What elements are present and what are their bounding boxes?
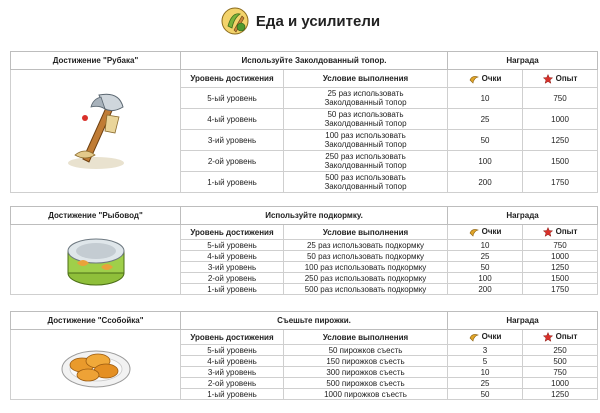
achievement-name: Достижение "Рыбовод" [11,207,181,225]
achievement-name: Достижение "Рубака" [11,52,181,70]
points-cell: 25 [448,378,523,389]
column-xp-header: Опыт [523,330,598,345]
column-condition-header: Условие выполнения [284,330,448,345]
level-cell: 4-ый уровень [181,356,284,367]
condition-cell: 50 раз использовать подкормку [284,251,448,262]
level-cell: 5-ый уровень [181,88,284,109]
condition-cell: 100 раз использовать Заколдованный топор [284,130,448,151]
points-icon [469,74,479,84]
xp-cell: 1500 [523,151,598,172]
xp-star-icon [543,74,553,84]
condition-cell: 500 раз использовать подкормку [284,284,448,295]
xp-cell: 500 [523,356,598,367]
level-cell: 3-ий уровень [181,262,284,273]
level-cell: 2-ой уровень [181,151,284,172]
level-cell: 3-ий уровень [181,130,284,151]
level-cell: 1-ый уровень [181,389,284,400]
points-cell: 100 [448,151,523,172]
xp-cell: 1250 [523,389,598,400]
points-cell: 25 [448,109,523,130]
condition-cell: 1000 пирожков съесть [284,389,448,400]
column-points-header: Очки [448,330,523,345]
xp-cell: 1250 [523,130,598,151]
level-cell: 5-ый уровень [181,240,284,251]
achievement-table-rybovod [10,206,598,295]
points-cell: 25 [448,251,523,262]
axe-icon [61,85,131,175]
condition-cell: 150 пирожков съесть [284,356,448,367]
xp-cell: 750 [523,367,598,378]
column-level-header: Уровень достижения [181,225,284,240]
points-cell: 200 [448,172,523,193]
xp-cell: 1500 [523,273,598,284]
achievement-image [11,225,181,295]
points-cell: 3 [448,345,523,356]
condition-cell: 300 пирожков съесть [284,367,448,378]
xp-cell: 250 [523,345,598,356]
points-cell: 100 [448,273,523,284]
reward-header: Награда [448,312,598,330]
points-cell: 50 [448,262,523,273]
xp-cell: 750 [523,88,598,109]
points-cell: 50 [448,130,523,151]
achievement-task: Используйте Заколдованный топор. [181,52,448,70]
condition-cell: 50 пирожков съесть [284,345,448,356]
points-cell: 200 [448,284,523,295]
condition-cell: 50 раз использовать Заколдованный топор [284,109,448,130]
food-boosters-icon [220,6,250,36]
level-cell: 4-ый уровень [181,251,284,262]
column-xp-header: Опыт [523,225,598,240]
points-cell: 5 [448,356,523,367]
xp-star-icon [543,332,553,342]
condition-cell: 250 раз использовать подкормку [284,273,448,284]
level-cell: 3-ий уровень [181,367,284,378]
column-level-header: Уровень достижения [181,70,284,88]
points-cell: 10 [448,367,523,378]
pies-plate-icon [58,335,134,393]
achievement-task: Используйте подкормку. [181,207,448,225]
xp-cell: 1750 [523,284,598,295]
points-icon [469,332,479,342]
page-header [0,4,600,38]
achievement-name: Достижение "Ссобойка" [11,312,181,330]
condition-cell: 500 раз использовать Заколдованный топор [284,172,448,193]
points-cell: 10 [448,240,523,251]
points-cell: 50 [448,389,523,400]
reward-header: Награда [448,52,598,70]
level-cell: 1-ый уровень [181,284,284,295]
condition-cell: 250 раз использовать Заколдованный топор [284,151,448,172]
level-cell: 2-ой уровень [181,273,284,284]
reward-header: Награда [448,207,598,225]
level-cell: 4-ый уровень [181,109,284,130]
fish-food-can-icon [61,229,131,289]
condition-cell: 100 раз использовать подкормку [284,262,448,273]
achievement-table-rubaka [10,51,598,193]
page-title: Еда и усилители [255,12,381,30]
xp-cell: 1000 [523,378,598,389]
achievement-table-ssoboika [10,311,598,400]
column-xp-header: Опыт [523,70,598,88]
level-cell: 5-ый уровень [181,345,284,356]
achievement-image [11,330,181,400]
achievement-image [11,70,181,193]
xp-cell: 1000 [523,109,598,130]
level-cell: 1-ый уровень [181,172,284,193]
column-points-header: Очки [448,225,523,240]
points-cell: 10 [448,88,523,109]
xp-cell: 1750 [523,172,598,193]
condition-cell: 500 пирожков съесть [284,378,448,389]
condition-cell: 25 раз использовать подкормку [284,240,448,251]
column-condition-header: Условие выполнения [284,70,448,88]
achievement-task: Съешьте пирожки. [181,312,448,330]
xp-cell: 1000 [523,251,598,262]
level-cell: 2-ой уровень [181,378,284,389]
column-level-header: Уровень достижения [181,330,284,345]
column-points-header: Очки [448,70,523,88]
xp-cell: 750 [523,240,598,251]
xp-star-icon [543,227,553,237]
column-condition-header: Условие выполнения [284,225,448,240]
points-icon [469,227,479,237]
condition-cell: 25 раз использовать Заколдованный топор [284,88,448,109]
xp-cell: 1250 [523,262,598,273]
